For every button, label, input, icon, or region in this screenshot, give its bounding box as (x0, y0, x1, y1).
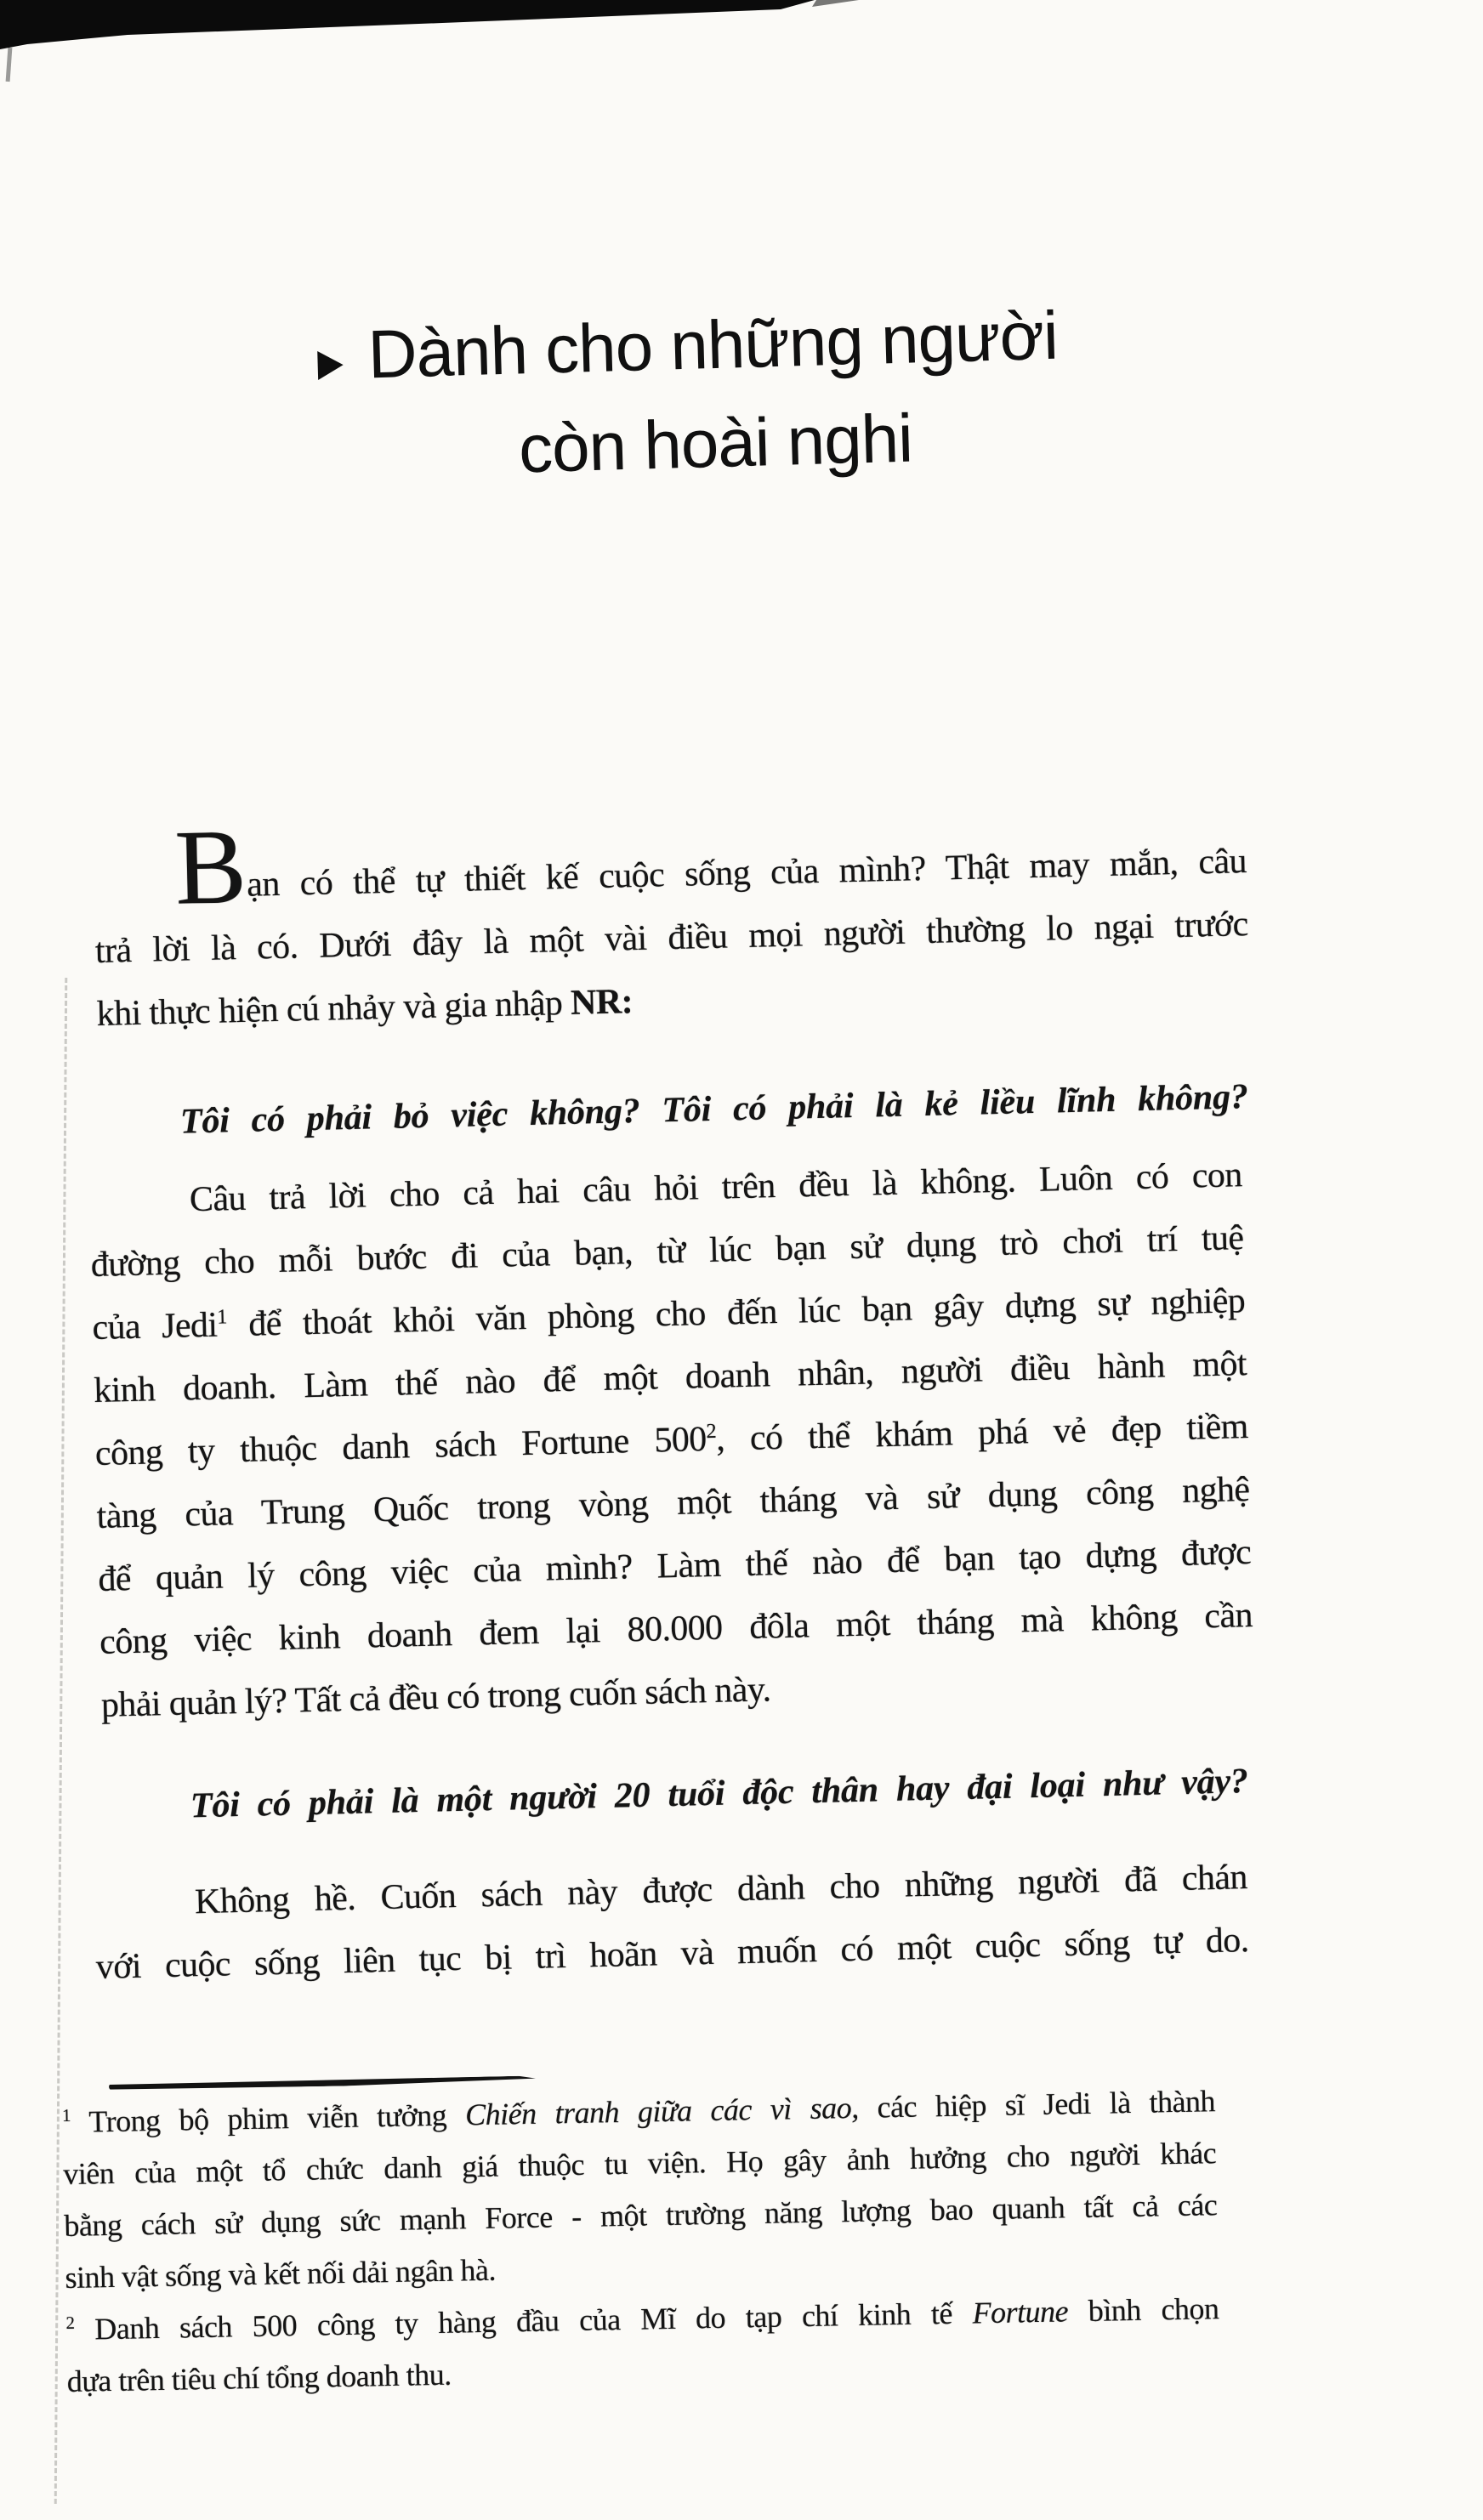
footnote-1-line: $^1$ Trong bộ phim viễn tưởng Chiến tranh giữa các vì sao, các hiệp sĩ Jedi là thành (61, 2084, 1216, 2139)
abbreviation-NR: NR: (570, 982, 634, 1023)
text-line: công việc kinh doanh đem lại 80.000 đôla một tháng mà không cần (99, 1595, 1253, 1662)
paragraph-intro (93, 807, 1250, 1046)
text-line: của Jedi$^1$ để thoát khỏi văn phòng cho đến lúc bạn gây dựng sự nghiệp (91, 1281, 1246, 1348)
text-line: phải quản lý? Tất cả đều có trong cuốn sách này. (100, 1670, 771, 1725)
footnote-ref-2: 2 (706, 1419, 717, 1444)
question-line-1: Tôi có phải bỏ việc không? Tôi có phải là kẻ liều lĩnh không? (179, 1077, 1249, 1142)
footnote-marker-1: 1 (61, 2104, 71, 2126)
footnotes (62, 2075, 1220, 2408)
chapter-heading (316, 285, 1112, 504)
bullet-triangle-icon (317, 350, 344, 380)
footnote-ref-1: 1 (216, 1305, 228, 1329)
footnote-marker-2: 2 (65, 2312, 75, 2333)
text-line: công ty thuộc danh sách Fortune $500^2$, có thể khám phá vẻ đẹp tiềm (94, 1407, 1249, 1473)
footnote-1-line: viên của một tổ chức danh giá thuộc tu viện. Họ gây ảnh hưởng cho người khác (62, 2136, 1217, 2192)
paragraph-answer (88, 1144, 1254, 1737)
magazine-title: Fortune (972, 2294, 1069, 2330)
heading-line-2: còn hoài nghi (517, 400, 914, 487)
footnote-2-line: dựa trên tiêu chí tổng doanh thu. (66, 2357, 452, 2398)
text-line: khi thực hiện cú nhảy và gia nhập NR: (96, 982, 634, 1034)
text-line: kinh doanh. Làm thế nào để một doanh nhân, người điều hành một (93, 1344, 1247, 1411)
movie-title: Chiến tranh giữa các vì sao, (464, 2090, 860, 2132)
question-line-2: Tôi có phải là một người 20 tuổi độc thân hay đại loại như vậy? (190, 1762, 1249, 1826)
text-line: Không hề. Cuốn sách này được dành cho những người đã chán (194, 1858, 1248, 1922)
text-line: Bạn có thể tự thiết kế cuộc sống của mình? Thật may mắn, câu (173, 807, 1247, 928)
drop-cap: B (173, 807, 248, 928)
footnote-1-line: bằng cách sử dụng sức mạnh Force - một trường năng lượng bao quanh tất cả các (64, 2188, 1218, 2244)
footnote-divider (109, 2075, 536, 2090)
heading-line-1: Dành cho những người (366, 297, 1059, 393)
footnote-2-line: $^2$ Danh sách 500 công ty hàng đầu của Mĩ do tạp chí kinh tế Fortune bình chọn (65, 2291, 1219, 2347)
text-line: tàng của Trung Quốc trong vòng một tháng và sử dụng công nghệ (96, 1470, 1250, 1536)
text-line: để quản lý công việc của mình? Làm thế nào để bạn tạo dựng được (97, 1533, 1252, 1599)
scan-artifact-top-edge (0, 0, 1483, 60)
paragraph-closing (94, 1846, 1249, 1999)
footnote-1-line: sinh vật sống và kết nối dải ngân hà. (65, 2252, 497, 2295)
text-line: đường cho mỗi bước đi của bạn, từ lúc bạn sử dụng trò chơi trí tuệ (90, 1218, 1244, 1286)
text-line: với cuộc sống liên tục bị trì hoãn và muốn có một cuộc sống tự do. (95, 1921, 1250, 1987)
text-line: trả lời là có. Dưới đây là một vài điều mọi người thường lo ngại trước (94, 905, 1249, 971)
text-line: Câu trả lời cho cả hai câu hỏi trên đều là không. Luôn có con (189, 1155, 1243, 1220)
